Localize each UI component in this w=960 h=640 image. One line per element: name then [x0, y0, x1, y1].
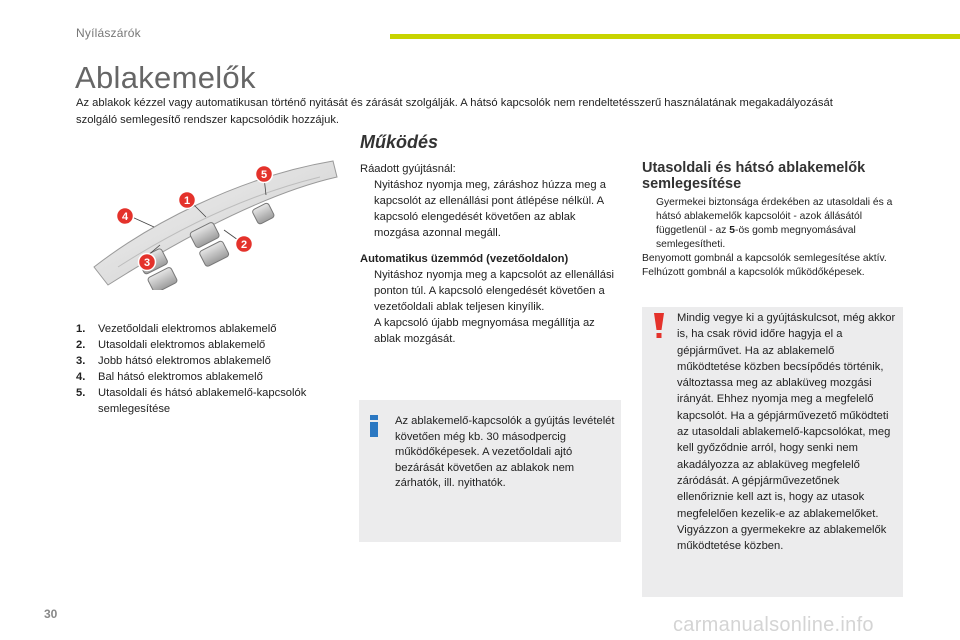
- pressed-state-text: Benyomott gombnál a kapcsolók semlegesítése aktív.: [642, 253, 887, 264]
- list-item: 4. Bal hátsó elektromos ablakemelő: [76, 371, 263, 383]
- info-box: [359, 400, 621, 542]
- callout-3: [139, 254, 156, 271]
- warning-text: Mindig vegye ki a gyújtáskulcsot, még akkor is, ha csak rövid időre hagyja el a gépjárművet. Ha az ablakemelő működtetése közben becsípődés történik, változtassa meg az ablaküveg mozgási irányát. Ehhez nyomja meg a megfelelő kapcsolót. Ha a gépjárművezető működteti az utasoldali ablakemelő-kapcsolókat, meg kell győződnie arról, hogy senki nem akadályozza az ablaküveg megfelelő záródását. A gépjárművezetőnek ellenőriznie kell azt is, hogy az utasok megfelelően kezelik-e az ablakemelőket. Vigyázzon a gyermekekre az ablakemelők működtetése közben.: [677, 312, 896, 553]
- switch-lockout: [252, 202, 275, 224]
- list-item: 1. Vezetőoldali elektromos ablakemelő: [76, 323, 277, 335]
- list-item: Gyermekei biztonsága érdekében az utasoldali és a hátsó ablakemelők kapcsolóit - azok állásától függetlenül - az 5-ös gomb megnyomásával semlegesítheti.: [642, 196, 914, 252]
- bullet-icon: [360, 177, 374, 241]
- info-text: Az ablakemelő-kapcsolók a gyújtás levételét követően még kb. 30 másodpercig működőképesek. A vezetőoldali ajtó bezárását követően az ablakok nem zárhatók, ill. nyithatók.: [395, 415, 615, 489]
- svg-text:5: 5: [260, 169, 268, 181]
- svg-text:2: 2: [240, 239, 248, 251]
- info-icon: [368, 415, 380, 437]
- operation-section: [360, 161, 622, 347]
- list-item: A kapcsoló újabb megnyomása megállítja az ablak mozgását.: [360, 315, 622, 347]
- neutralisation-section: [642, 196, 914, 280]
- bullet-icon: [360, 267, 374, 315]
- auto-mode-heading: Automatikus üzemmód (vezetőoldalon): [360, 253, 569, 265]
- operation-lead: Ráadott gyújtásnál:: [360, 163, 456, 175]
- section-title: Nyílászárók: [76, 26, 141, 40]
- page-title: Ablakemelők: [75, 60, 256, 95]
- svg-text:1: 1: [183, 195, 191, 207]
- list-item: 2. Utasoldali elektromos ablakemelő: [76, 339, 266, 351]
- list-item: Nyitáshoz nyomja meg, záráshoz húzza meg a kapcsolót az ellenállási pont átlépése nélkül. A kapcsoló elengedését követően az ablak mozgása azonnal megáll.: [360, 177, 622, 241]
- callout-1: [179, 192, 196, 209]
- callout-2: [236, 236, 253, 253]
- bullet-icon: [360, 315, 374, 347]
- svg-text:4: 4: [121, 211, 129, 223]
- button-reference: 5: [729, 225, 736, 236]
- figure-legend: [76, 321, 348, 417]
- window-switch-panel-illustration: [88, 155, 340, 290]
- page-number: 30: [44, 607, 58, 621]
- section-accent-bar: [390, 34, 960, 39]
- released-state-text: Felhúzott gombnál a kapcsolók működőképesek.: [642, 267, 865, 278]
- neutralisation-heading: Utasoldali és hátsó ablakemelők semlegesítése: [642, 160, 866, 192]
- intro-paragraph: Az ablakok kézzel vagy automatikusan történő nyitását és zárását szolgálják. A hátsó kapcsolók nem rendeltetésszerű használatának megakadályozását szolgáló semlegesítő rendszer kapcsolódik hozzájuk.: [76, 97, 833, 126]
- svg-text:3: 3: [143, 257, 151, 269]
- list-item: Nyitáshoz nyomja meg a kapcsolót az ellenállási ponton túl. A kapcsoló elengedését követően a vezetőoldali ablak teljesen kinyílik.: [360, 267, 622, 315]
- list-item: 3. Jobb hátsó elektromos ablakemelő: [76, 355, 271, 367]
- warning-icon: [652, 313, 666, 339]
- callout-4: [117, 208, 134, 225]
- watermark: carmanualsonline.info: [673, 614, 874, 636]
- bullet-icon: [642, 196, 656, 252]
- operation-heading: Működés: [360, 132, 439, 152]
- callout-5: [256, 166, 273, 183]
- warning-box: [642, 307, 903, 597]
- list-item: 5. Utasoldali és hátsó ablakemelő-kapcsolók semlegesítése: [76, 387, 307, 415]
